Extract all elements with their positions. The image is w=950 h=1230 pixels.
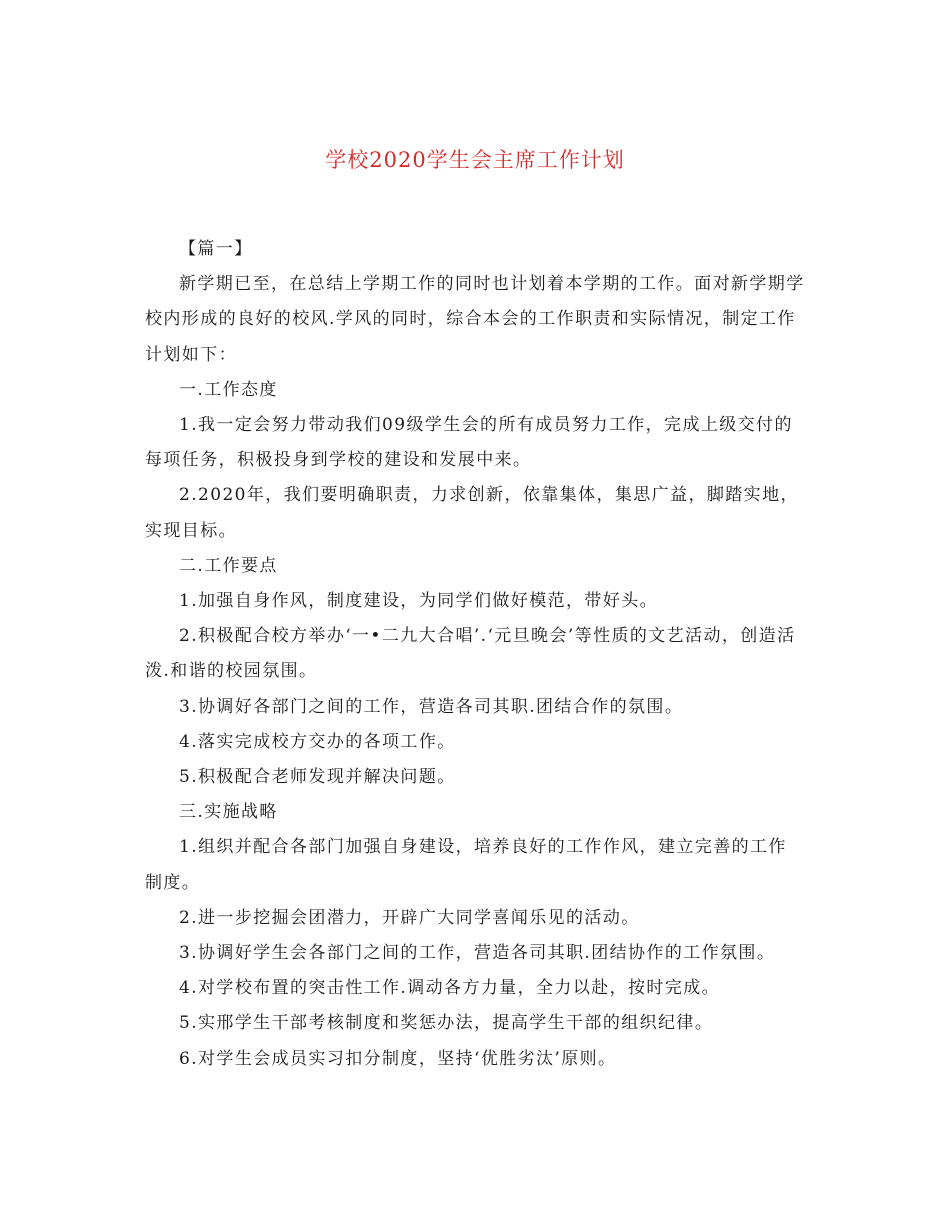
attitude-item-2: 2.2020年，我们要明确职责，力求创新，依靠集体，集思广益，脚踏实地，实现目标。 (145, 485, 799, 541)
strategy-item-3: 3.协调好学生会各部门之间的工作，营造各司其职.团结协作的工作氛围。 (179, 943, 776, 964)
strategy-item-2: 2.进一步挖掘会团潜力，开辟广大同学喜闻乐见的活动。 (179, 907, 640, 928)
section-heading-part-one: 【篇一】 (179, 239, 253, 259)
key-point-item-4: 4.落实完成校方交办的各项工作。 (179, 731, 456, 752)
section-heading-key-points: 二.工作要点 (179, 555, 278, 576)
document-body (145, 232, 805, 1077)
attitude-item-1: 1.我一定会努力带动我们09级学生会的所有成员努力工作，完成上级交付的每项任务，积极投身到学校的建设和发展中来。 (145, 415, 793, 471)
strategy-item-1: 1.组织并配合各部门加强自身建设，培养良好的工作作风，建立完善的工作制度。 (145, 837, 787, 893)
strategy-item-6: 6.对学生会成员实习扣分制度，坚持‘优胜劣汰’原则。 (179, 1048, 617, 1069)
intro-paragraph: 新学期已至，在总结上学期工作的同时也计划着本学期的工作。面对新学期学校内形成的良好的校风.学风的同时，综合本会的工作职责和实际情况，制定工作计划如下： (145, 274, 805, 365)
strategy-item-5: 5.实邢学生干部考核制度和奖惩办法，提高学生干部的组织纪律。 (179, 1013, 714, 1034)
key-point-item-5: 5.积极配合老师发现并解决问题。 (179, 767, 456, 788)
document-title: 学校2020学生会主席工作计划 (325, 148, 625, 172)
key-point-item-2: 2.积极配合校方举办‘一•二九大合唱’.‘元旦晚会’等性质的文艺活动，创造活泼.和谐的校园氛围。 (145, 626, 796, 682)
section-heading-strategy: 三.实施战略 (179, 802, 278, 823)
key-point-item-1: 1.加强自身作风，制度建设，为同学们做好模范，带好头。 (179, 591, 659, 612)
strategy-item-4: 4.对学校布置的突击性工作.调动各方力量，全力以赴，按时完成。 (179, 978, 721, 999)
section-heading-work-attitude: 一.工作态度 (179, 379, 278, 400)
key-point-item-3: 3.协调好各部门之间的工作，营造各司其职.团结合作的氛围。 (179, 696, 684, 717)
